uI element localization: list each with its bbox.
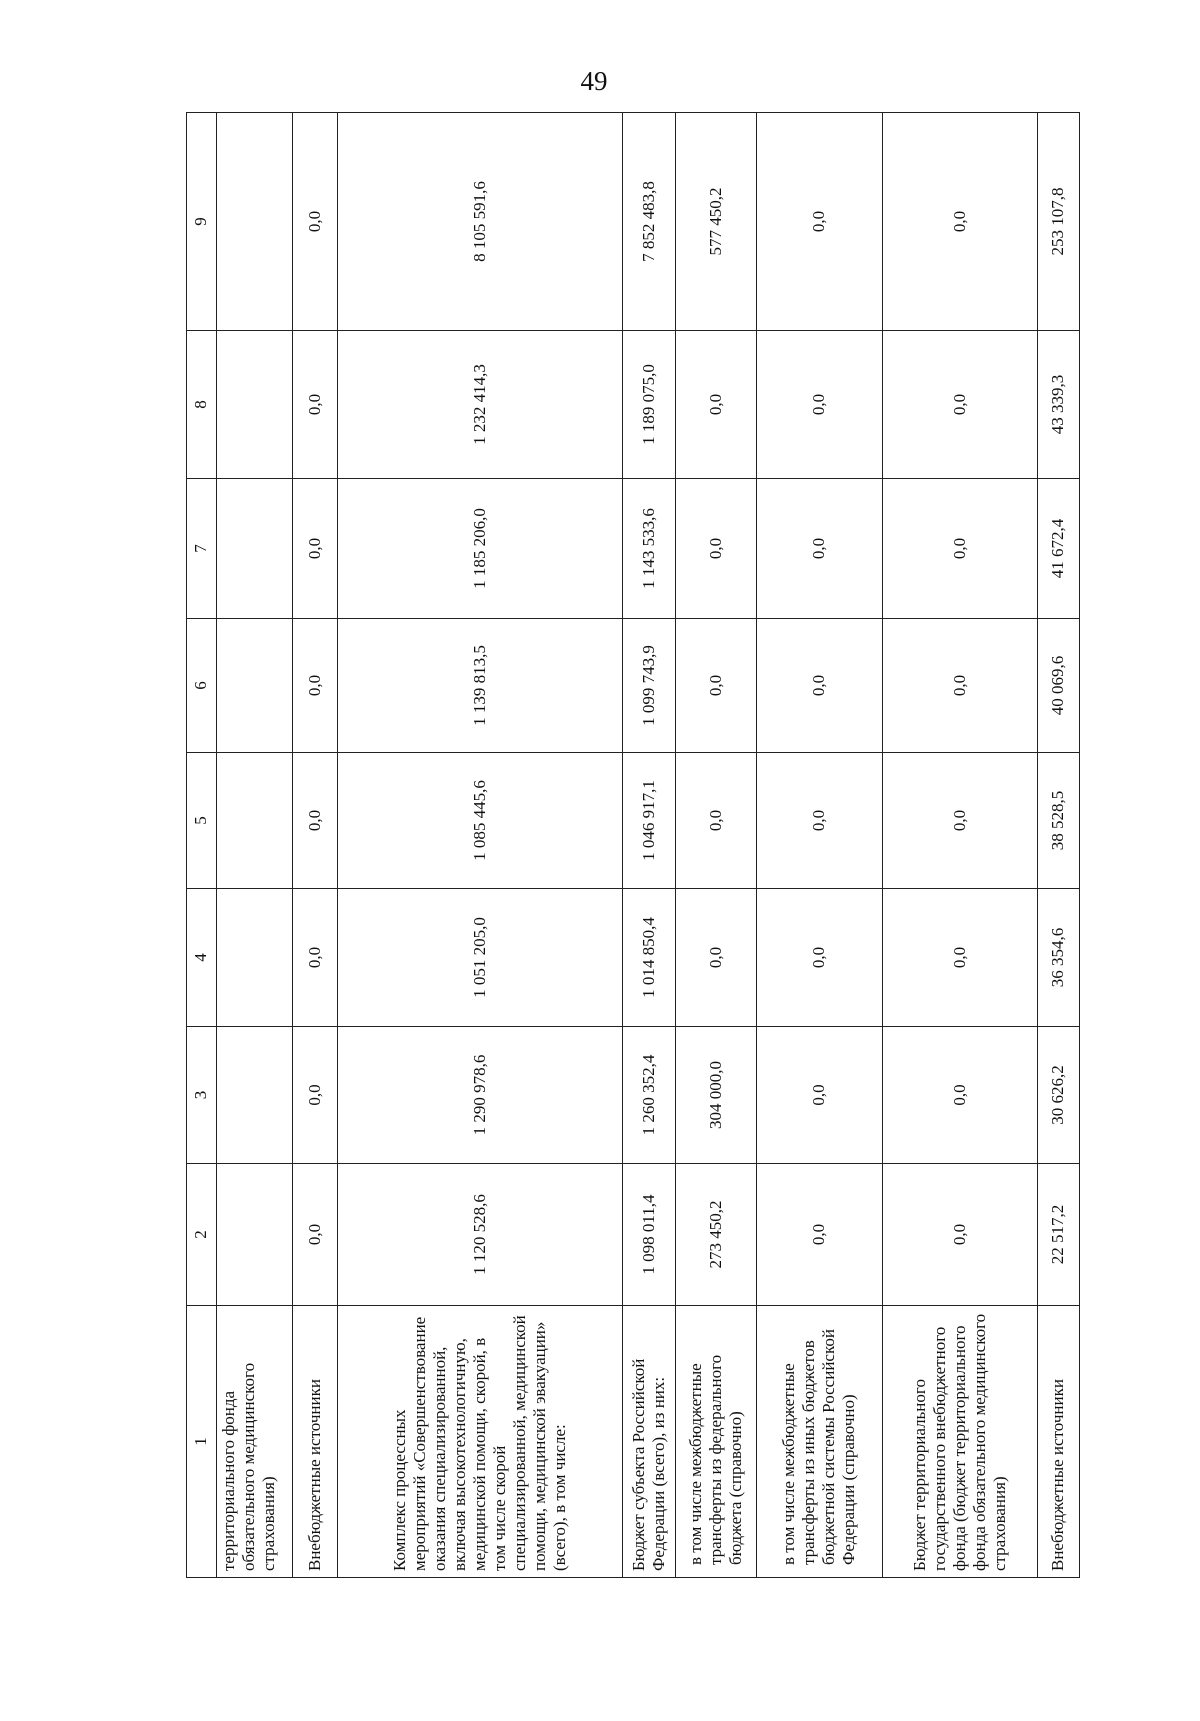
table-cell: 0,0 <box>756 889 882 1027</box>
table-cell: 0,0 <box>882 1164 1037 1306</box>
table-cell: 43 339,3 <box>1037 331 1079 479</box>
column-header: 9 <box>187 113 217 331</box>
table-cell: 0,0 <box>756 1027 882 1164</box>
table-cell: 1 085 445,6 <box>337 753 623 889</box>
table-cell: 1 099 743,9 <box>623 619 675 753</box>
table-cell: 0,0 <box>882 753 1037 889</box>
column-header: 6 <box>187 619 217 753</box>
row-label: Бюджет территориального государственного внебюджетного фонда (бюджет территориального фонда обязательного медицинского страхования) <box>882 1306 1037 1578</box>
table-cell: 0,0 <box>882 619 1037 753</box>
table-cell: 253 107,8 <box>1037 113 1079 331</box>
table-cell <box>217 331 293 479</box>
table-cell: 1 139 813,5 <box>337 619 623 753</box>
column-header: 4 <box>187 889 217 1027</box>
table-row <box>337 113 623 1578</box>
table-cell: 1 098 011,4 <box>623 1164 675 1306</box>
table-cell: 36 354,6 <box>1037 889 1079 1027</box>
row-label: в том числе межбюджетные трансферты из федерального бюджета (справочно) <box>675 1306 756 1578</box>
table-cell <box>217 1164 293 1306</box>
row-label: Бюджет субъекта Российской Федерации (всего), из них: <box>623 1306 675 1578</box>
table-cell: 0,0 <box>675 619 756 753</box>
table-cell: 0,0 <box>882 331 1037 479</box>
row-label: Комплекс процессных мероприятий «Совершенствование оказания специализированной, включая высокотехнологичную, медицинской помощи, скорой, в том числе скорой специализированной, медицинской помощи, медицинской эвакуации» (всего), в том числе: <box>337 1306 623 1578</box>
table-cell: 0,0 <box>756 619 882 753</box>
table-cell: 0,0 <box>292 889 337 1027</box>
table-cell: 1 143 533,6 <box>623 479 675 619</box>
table-cell: 0,0 <box>292 753 337 889</box>
table-cell: 0,0 <box>756 1164 882 1306</box>
table-container <box>186 113 1080 1578</box>
table-cell: 0,0 <box>882 113 1037 331</box>
table-cell: 0,0 <box>756 753 882 889</box>
table-cell: 0,0 <box>756 113 882 331</box>
table-cell: 0,0 <box>292 1027 337 1164</box>
table-row <box>623 113 675 1578</box>
table-row <box>1037 113 1079 1578</box>
table-cell <box>217 113 293 331</box>
table-cell <box>217 1027 293 1164</box>
table-cell: 7 852 483,8 <box>623 113 675 331</box>
budget-table <box>186 112 1080 1578</box>
table-row <box>292 113 337 1578</box>
table-cell: 0,0 <box>756 479 882 619</box>
header-row <box>187 113 217 1578</box>
table-cell: 1 120 528,6 <box>337 1164 623 1306</box>
table-cell: 0,0 <box>882 1027 1037 1164</box>
table-cell: 30 626,2 <box>1037 1027 1079 1164</box>
table-cell: 0,0 <box>292 1164 337 1306</box>
row-label: территориального фонда обязательного медицинского страхования) <box>217 1306 293 1578</box>
table-cell: 8 105 591,6 <box>337 113 623 331</box>
table-cell: 1 046 917,1 <box>623 753 675 889</box>
table-cell: 1 189 075,0 <box>623 331 675 479</box>
table-cell: 0,0 <box>675 889 756 1027</box>
table-cell: 1 051 205,0 <box>337 889 623 1027</box>
table-row <box>756 113 882 1578</box>
table-cell: 0,0 <box>675 479 756 619</box>
table-cell: 0,0 <box>675 753 756 889</box>
table-row <box>675 113 756 1578</box>
table-cell: 1 185 206,0 <box>337 479 623 619</box>
table-cell: 0,0 <box>292 479 337 619</box>
table-cell: 577 450,2 <box>675 113 756 331</box>
table-cell <box>217 479 293 619</box>
row-label: в том числе межбюджетные трансферты из иных бюджетов бюджетной системы Российской Федерации (справочно) <box>756 1306 882 1578</box>
table-cell: 41 672,4 <box>1037 479 1079 619</box>
page-number-text: 49 <box>580 66 608 96</box>
table-cell: 0,0 <box>292 619 337 753</box>
table-cell <box>217 619 293 753</box>
column-header: 1 <box>187 1306 217 1578</box>
table-cell: 1 290 978,6 <box>337 1027 623 1164</box>
table-cell: 1 014 850,4 <box>623 889 675 1027</box>
table-cell <box>217 753 293 889</box>
table-cell: 38 528,5 <box>1037 753 1079 889</box>
table-cell: 304 000,0 <box>675 1027 756 1164</box>
page-number <box>0 66 1200 97</box>
table-row <box>882 113 1037 1578</box>
table-row <box>217 113 293 1578</box>
column-header: 3 <box>187 1027 217 1164</box>
table-cell: 1 260 352,4 <box>623 1027 675 1164</box>
row-label: Внебюджетные источники <box>1037 1306 1079 1578</box>
table-cell <box>217 889 293 1027</box>
table-cell: 0,0 <box>675 331 756 479</box>
table-cell: 0,0 <box>292 331 337 479</box>
table-cell: 0,0 <box>882 889 1037 1027</box>
column-header: 7 <box>187 479 217 619</box>
table-cell: 22 517,2 <box>1037 1164 1079 1306</box>
column-header: 5 <box>187 753 217 889</box>
table-cell: 273 450,2 <box>675 1164 756 1306</box>
table-cell: 0,0 <box>882 479 1037 619</box>
table-cell: 40 069,6 <box>1037 619 1079 753</box>
table-cell: 1 232 414,3 <box>337 331 623 479</box>
row-label: Внебюджетные источники <box>292 1306 337 1578</box>
column-header: 2 <box>187 1164 217 1306</box>
column-header: 8 <box>187 331 217 479</box>
table-cell: 0,0 <box>756 331 882 479</box>
table-cell: 0,0 <box>292 113 337 331</box>
